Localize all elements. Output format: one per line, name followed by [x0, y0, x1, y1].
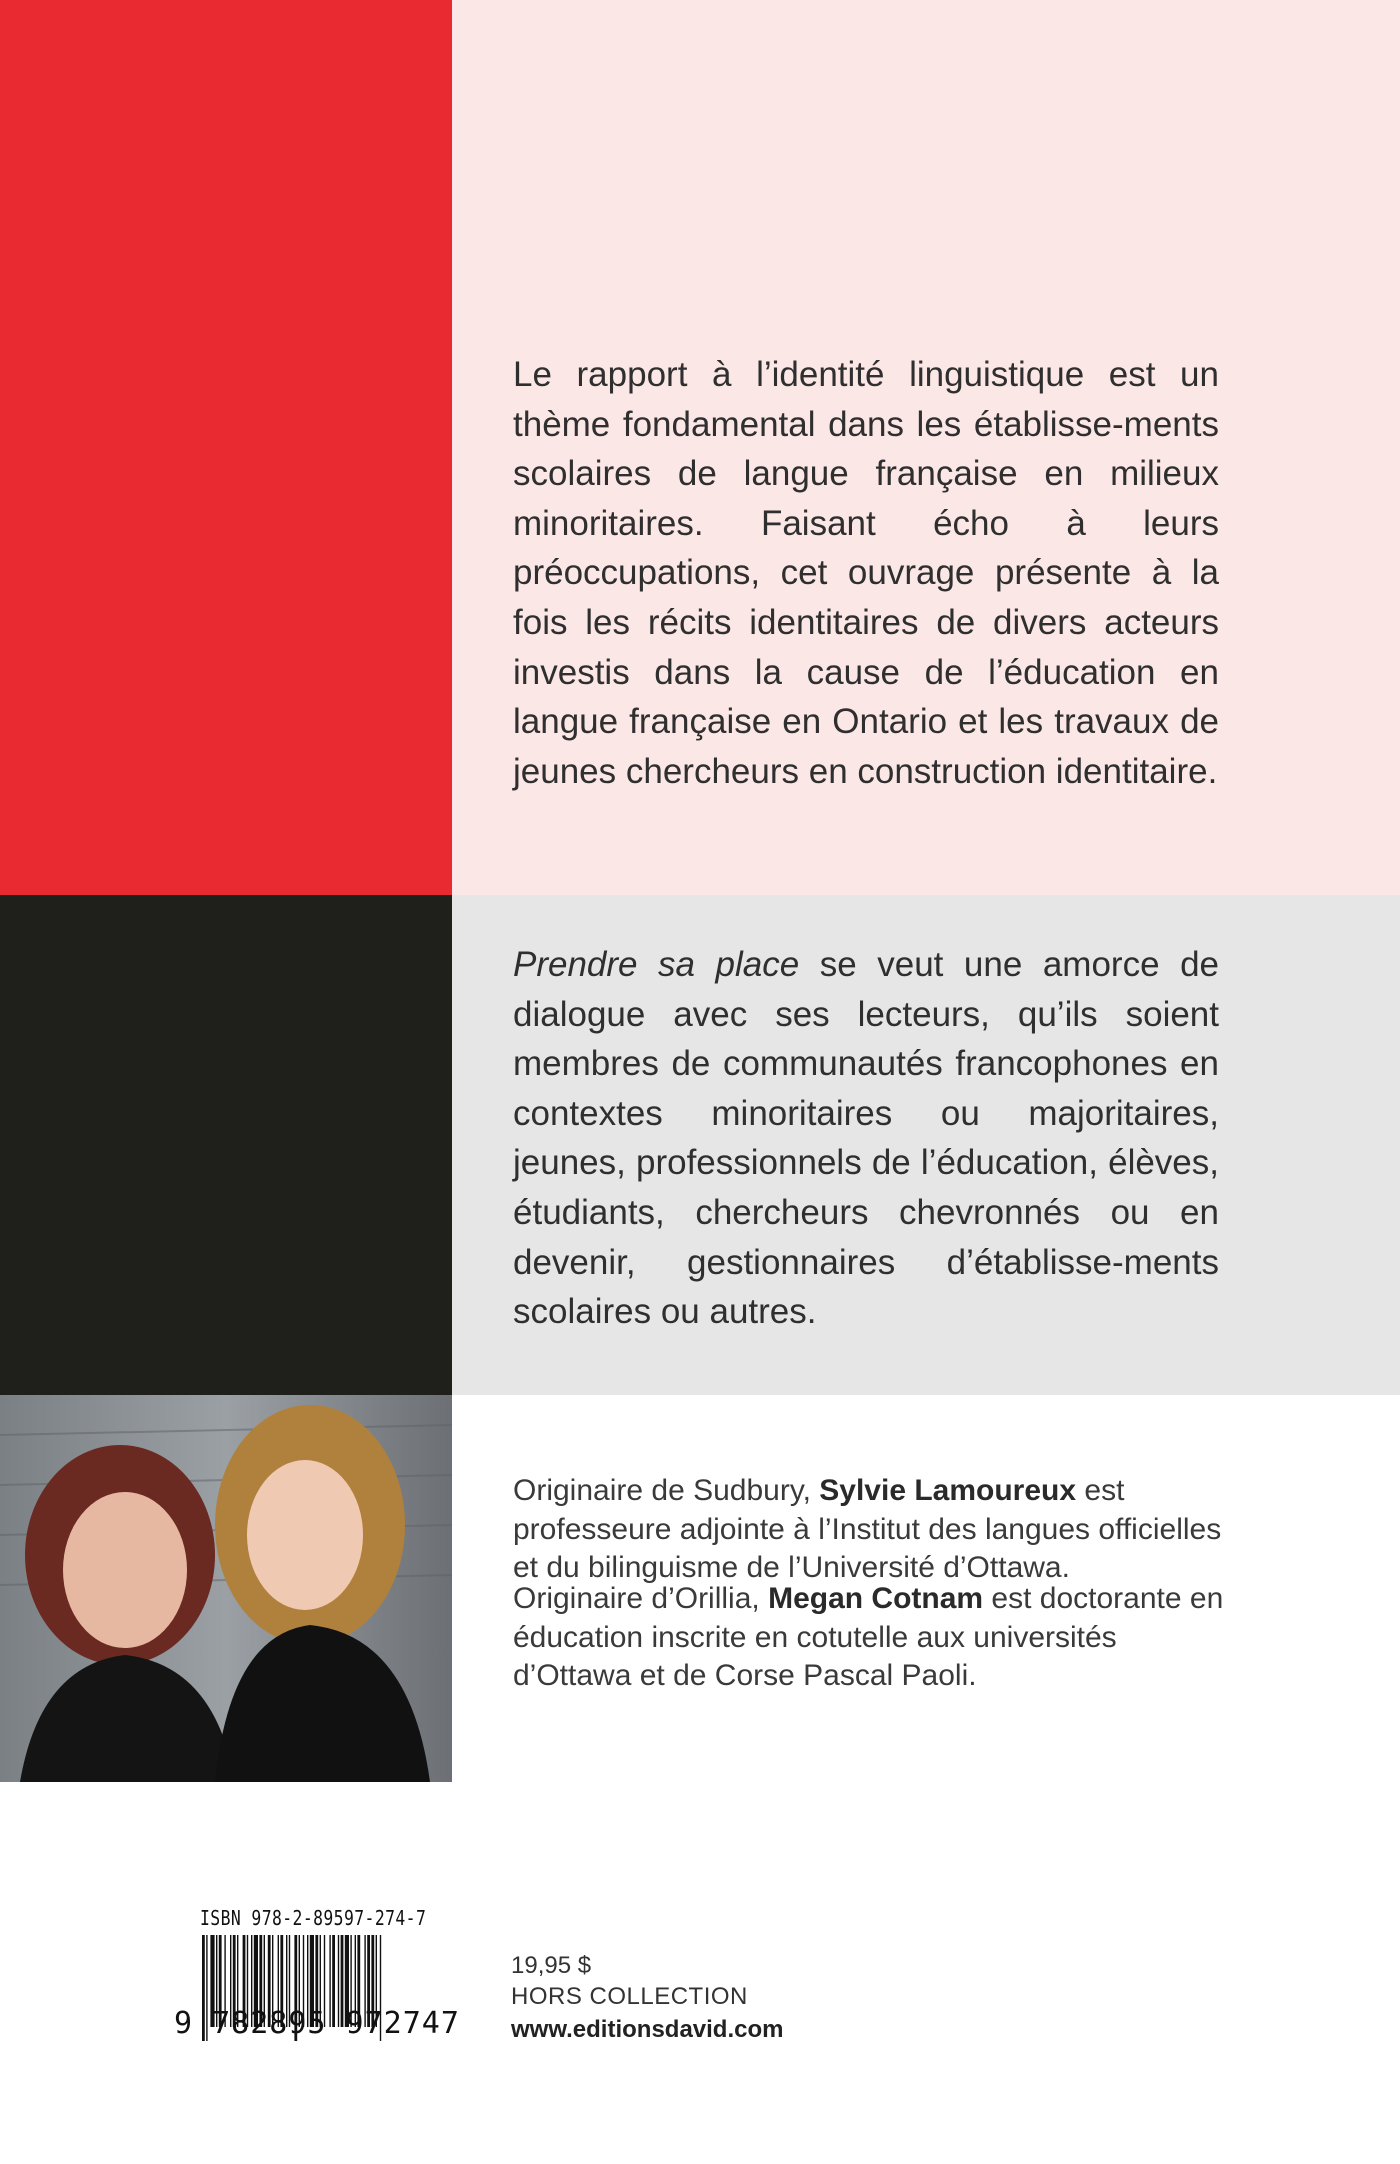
author-bio-2	[513, 1580, 1233, 1696]
blurb-paragraph-1: Le rapport à l’identité linguistique est un thème fondamental dans les établisse-ments scolaires de langue française en milieux minoritaires. Faisant écho à leurs préoccupations, cet ouvrage présente à la fois les récits identitaires de divers acteurs investis dans la cause de l’éducation en langue française en Ontario et les travaux de jeunes chercheurs en construction identitaire.	[513, 355, 1219, 791]
authors-photo-illustration	[0, 1395, 452, 1782]
author-bio-1	[513, 1472, 1233, 1588]
price: 19,95 $	[511, 1952, 592, 1979]
blurb-paragraph-2	[513, 940, 1219, 1337]
isbn-label: ISBN 978-2-89597-274-7	[200, 1906, 427, 1930]
authors-photo	[0, 1395, 452, 1782]
author-bio-2-prefix: Originaire d’Orillia,	[513, 1582, 769, 1615]
book-title: Prendre sa place	[513, 945, 800, 984]
collection-label: HORS COLLECTION	[511, 1983, 748, 2010]
black-color-block	[0, 895, 452, 1395]
barcode-digits: 9 782895 972747	[174, 2006, 460, 2041]
author-bio-2-suffix: est doctorante en éducation inscrite en cotutelle aux universités d’Ottawa et de Corse Pascal Paoli.	[513, 1582, 1224, 1692]
publisher-website: www.editionsdavid.com	[511, 2016, 784, 2043]
author-bio-1-suffix: est professeure adjointe à l’Institut des langues officielles et du bilinguisme de l’Université d’Ottawa.	[513, 1474, 1222, 1584]
author-bio-1-prefix: Originaire de Sudbury,	[513, 1474, 820, 1507]
author-name-1: Sylvie Lamoureux	[819, 1474, 1077, 1507]
author-name-2: Megan Cotnam	[768, 1582, 984, 1615]
red-color-block	[0, 0, 452, 895]
blurb-paragraph-2-text: se veut une amorce de dialogue avec ses lecteurs, qu’ils soient membres de communautés francophones en contextes minoritaires ou majoritaires, jeunes, professionnels de l’éducation, élèves, étudiants, chercheurs chevronnés ou en devenir, gestionnaires d’établisse-ments scolaires ou autres.	[513, 945, 1219, 1332]
